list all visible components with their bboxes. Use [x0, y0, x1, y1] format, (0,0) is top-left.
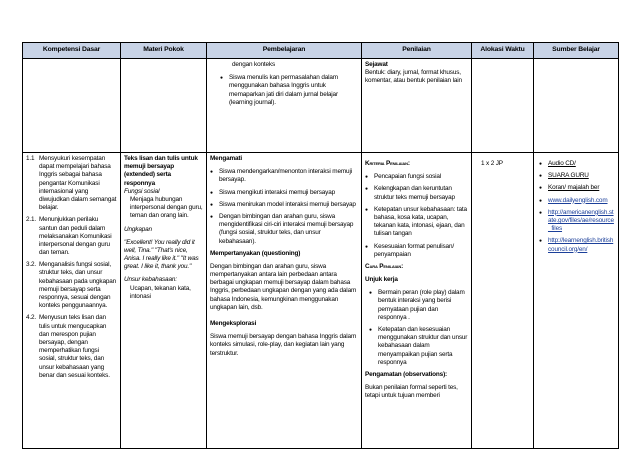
- source-koran-majalah: Koran/ majalah ber: [548, 184, 600, 192]
- pn-continued-text: Bentuk: diary, jurnal, format khusus, komentar, atau bentuk penilaian lain: [365, 69, 462, 85]
- pb-mengamati-title: Mengamati: [210, 155, 243, 162]
- pn-unjuk-title: Unjuk kerja: [365, 276, 398, 284]
- list-item: [539, 184, 615, 192]
- cell-penilaian: [362, 153, 472, 449]
- list-item: ● Siswa menirukan model interaksi memuji bersayap: [210, 201, 358, 209]
- cell-sumber-belajar: [534, 153, 619, 449]
- header-pembelajaran: Pembelajaran: [207, 43, 362, 59]
- list-item: [539, 160, 615, 168]
- mp-unsur-text: Ucapan, tekanan kata, intonasi: [130, 284, 191, 300]
- pn-unjuk-list: [365, 289, 468, 367]
- header-row: [23, 43, 619, 59]
- list-item: [539, 172, 615, 180]
- pn-cara-title: Cara Penilaian:: [365, 262, 404, 270]
- pb-mempertanyakan-title: Mempertanyakan (questioning): [210, 249, 301, 257]
- list-item: ● Siswa menulis kan permasalahan dalam menggunakan bahasa Inggris untuk memaparkan jati diri dalam jurnal belajar (learning journal).: [220, 74, 358, 107]
- lesson-plan-table: [22, 42, 619, 449]
- cell-alokasi-waktu: [472, 153, 534, 449]
- pn-kriteria-title: Kriteria Penilaian:: [365, 160, 410, 167]
- list-item: ● Dengan bimbingan dan arahan guru, siswa mengidentifikasi ciri-ciri interaksi memuji bersayap (fungsi sosial, struktur teks, dan unsur kebahasaan).: [210, 213, 358, 246]
- kd-item: 4.2. Menyusun teks lisan dan tulis untuk mengucapkan dan merespon pujian bersayap, dengan memperhatikan fungsi sosial, struktur teks, dan unsur kebahasaan yang benar dan sesuai konteks.: [26, 314, 110, 379]
- pn-pengamatan-text: Bukan penilaian formal seperti tes, tetapi untuk tujuan memberi: [365, 384, 458, 400]
- header-penilaian: Penilaian: [362, 43, 472, 59]
- pb-mengeksplorasi-text: Siswa memuji bersayap dengan bahasa Inggris dalam konteks simulasi, role-play, dan kegiatan lain yang terstruktur.: [210, 333, 357, 357]
- mp-fungsi-text: Menjaga hubungan interpersonal dengan guru, teman dan orang lain.: [130, 195, 203, 220]
- kd-item: 3.2. Menganalisis fungsi sosial, struktur teks, dan unsur kebahasaan pada ungkapan memuji bersayap serta responnya, sesuai dengan konteks penggunaannya.: [26, 261, 117, 310]
- pb-mengeksplorasi-title: Mengeksplorasi: [210, 320, 257, 327]
- kd-item: 2.1. Menunjukkan perilaku santun dan peduli dalam melaksanakan Komunikasi interpersonal dengan guru dan teman.: [26, 216, 112, 257]
- list-item: ● Bermain peran (role play) dalam bentuk interaksi yang berisi pernyataan pujian dan responnya .: [369, 289, 468, 322]
- source-link-americanenglish[interactable]: http://americanenglish.state.gov/files/ae/resource_files: [548, 208, 614, 233]
- list-item: ● Siswa mendengarkan/menonton interaksi memuji bersayap.: [210, 168, 358, 184]
- mp-ungkapan-text: "Excellent! You really did it well, Tina." "That's nice, Anisa. I really like it." "It was great. I like it, thank you.": [124, 238, 199, 271]
- pb-continued-text: dengan konteks: [232, 61, 276, 68]
- table-row: [23, 153, 619, 449]
- kd-item: 1.1 Mensyukuri kesempatan dapat mempelajari bahasa Inggris sebagai bahasa pengantar Komunikasi internasional yang diwujudkan dalam semangat belajar.: [26, 155, 117, 212]
- list-item: [539, 197, 615, 205]
- list-item: ● Siswa mengikuti interaksi memuji bersayap: [210, 189, 358, 197]
- sb-list: [537, 160, 615, 254]
- pn-pengamatan-title: Pengamatan (observations):: [365, 370, 448, 378]
- kd-list: [26, 155, 117, 380]
- mp-title: Teks lisan dan tulis untuk memuji bersayap (extended) serta responnya: [124, 155, 198, 187]
- source-link-dailyenglish[interactable]: www.dailyenglish.com: [548, 196, 608, 204]
- cell-materi-pokok: [121, 153, 207, 449]
- cell-aw-continued: [472, 59, 534, 153]
- pn-continued-title: Sejawat: [365, 61, 388, 68]
- list-item: ● Ketepatan unsur kebahasaan: tata bahasa, kosa kata, ucapan, tekanan kata, intonasi, ejaan, dan tulisan tangan: [365, 206, 468, 239]
- cell-pn-continued: [362, 59, 472, 153]
- list-item: ● Kesesuaian format penulisan/ penyampaian: [365, 243, 468, 259]
- cell-mp-continued: [121, 59, 207, 153]
- header-kompetensi-dasar: Kompetensi Dasar: [23, 43, 121, 59]
- source-suara-guru: SUARA GURU: [548, 172, 589, 180]
- list-item: [539, 237, 615, 253]
- list-item: [539, 209, 615, 234]
- cell-sb-continued: [534, 59, 619, 153]
- cell-pembelajaran: [207, 153, 362, 449]
- source-link-britishcouncil[interactable]: http://learnenglish.britishcouncil.org/en/: [548, 237, 614, 253]
- header-alokasi-waktu: Alokasi Waktu: [472, 43, 534, 59]
- mp-unsur-label: Unsur kebahasaan:: [124, 276, 177, 284]
- header-materi-pokok: Materi Pokok: [121, 43, 207, 59]
- table-row: [23, 59, 619, 153]
- cell-pb-continued: [207, 59, 362, 153]
- list-item: ● Ketepatan dan kesesuaian menggunakan struktur dan unsur kebahasaan dalam menyampaikan pujian serta responnya: [369, 326, 468, 367]
- cell-kd-continued: [23, 59, 121, 153]
- pb-mengamati-list: [210, 168, 358, 246]
- source-audio-cd: Audio CD/: [548, 160, 576, 167]
- list-item: ● Kelengkapan dan keruntutan struktur teks memuji bersayap: [365, 185, 468, 201]
- alokasi-waktu-value: 1 x 2 JP: [481, 160, 503, 167]
- header-sumber-belajar: Sumber Belajar: [534, 43, 619, 59]
- list-item: ● Pencapaian fungsi sosial: [365, 173, 468, 181]
- cell-kompetensi-dasar: [23, 153, 121, 449]
- mp-fungsi-label: Fungsi sosial: [124, 187, 160, 195]
- pb-mempertanyakan-text: Dengan bimbingan dan arahan guru, siswa mempertanyakan antara lain perbedaan antara berbagai ungkapan memuji bersayap dalam bahasa Inggris, perbedaan ungkapan dengan yang ada dalam bahasa Indonesia, kemungkinan menggunakan ungkapan lain, dsb.: [210, 262, 357, 311]
- pn-kriteria-list: [365, 173, 468, 259]
- mp-ungkapan-label: Ungkapan: [124, 225, 152, 233]
